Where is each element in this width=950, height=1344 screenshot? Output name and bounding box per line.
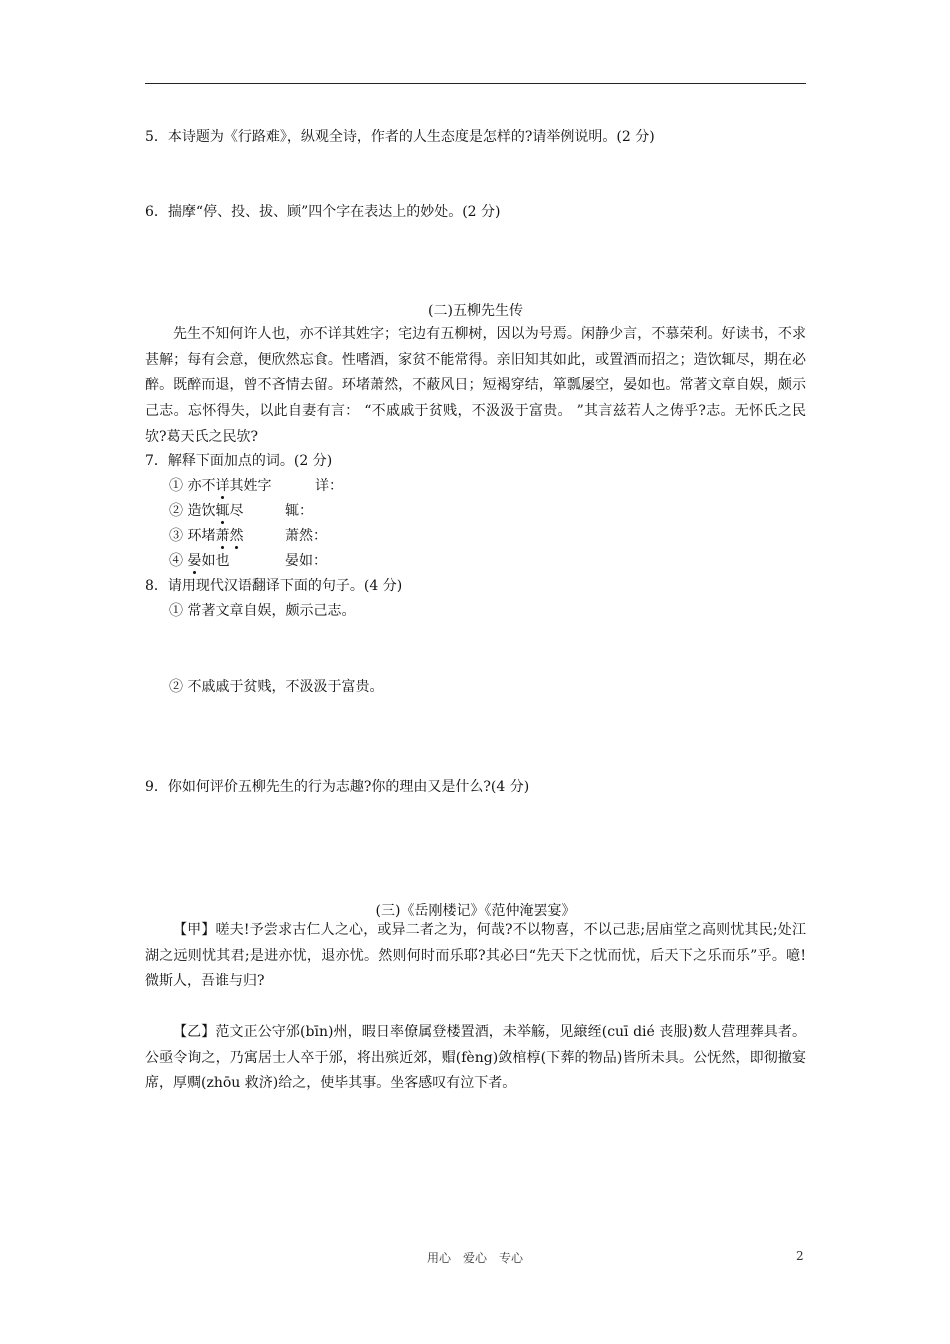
header-rule [145, 83, 806, 84]
question-7-item-3: ③ 环堵萧然 萧然： [169, 528, 327, 544]
question-7-item-4: ④ 晏如也 晏如： [169, 553, 327, 569]
dotted-word: 萧然 [215, 528, 244, 544]
footer-text: 用心 爱心 专心 [426, 1251, 523, 1265]
dotted-word: 晏 [187, 553, 202, 569]
gloss-label: 萧然： [285, 528, 327, 544]
question-8-sentence-2: ② 不戚戚于贫贱，不汲汲于富贵。 [169, 679, 384, 695]
question-5: 5．本诗题为《行路难》，纵观全诗，作者的人生态度是怎样的?请举例说明。(2 分) [145, 129, 655, 145]
question-6: 6．揣摩“停、投、拔、顾”四个字在表达上的妙处。(2 分) [145, 204, 501, 220]
dotted-word: 详 [215, 478, 230, 494]
gloss-label: 详： [315, 478, 343, 494]
dotted-word: 辄 [215, 503, 230, 519]
question-8-sentence-1: ① 常著文章自娱，颇示己志。 [169, 603, 356, 619]
gloss-label: 晏如： [285, 553, 327, 569]
question-7-stem: 7．解释下面加点的词。(2 分) [145, 453, 333, 469]
question-7-item-1: ① 亦不详其姓字 详： [169, 478, 343, 494]
question-8-stem: 8．请用现代汉语翻译下面的句子。(4 分) [145, 578, 403, 594]
question-7-item-2: ② 造饮辄尽 辄： [169, 503, 313, 519]
gloss-label: 辄： [285, 503, 313, 519]
section-2-passage: 先生不知何许人也，亦不详其姓字；宅边有五柳树，因以为号焉。闲静少言，不慕荣利。好读书，不求甚解；每有会意，便欣然忘食。性嗜酒，家贫不能常得。亲旧知其如此，或置酒而招之；造饮辄尽，期在必醉。既醉而退，曾不吝情去留。环堵萧然，不蔽风日；短褐穿结，箪瓢屡空，晏如也。常著文章自娱，颇示己志。忘怀得失，以此自妻有言： “不戚戚于贫贱，不汲汲于富贵。 ”其言兹若人之俦乎?志。无怀氏之民欤?葛天氏之民欤? [145, 326, 806, 445]
section-3-title: (三)《岳刚楼记》《范仲淹罢宴》 [375, 903, 576, 919]
section-3-passage-jia: 【甲】嗟夫!予尝求古仁人之心，或异二者之为，何哉?不以物喜，不以己悲;居庙堂之高则忧其民;处江湖之远则忧其君;是进亦忧，退亦忧。然则何时而乐耶?其必曰“先天下之忧而忧，后天下之乐而乐”乎。噫!微斯人，吾谁与归? [145, 922, 806, 990]
page-number: 2 [796, 1249, 804, 1263]
section-2-title: (二)五柳先生传 [428, 303, 523, 319]
section-3-passage-yi: 【乙】范文正公守邠(bīn)州，暇日率僚属登楼置酒，未举觞，见縗绖(cuī dié 丧服)数人营理葬具者。公亟令询之，乃寓居士人卒于邠，将出殡近郊，赗(fèng)敛棺椁(下葬的物品)皆所未具。公怃然，即彻撤宴席，厚赒(zhōu 救济)给之，使毕其事。坐客感叹有泣下者。 [145, 1024, 806, 1092]
question-9: 9．你如何评价五柳先生的行为志趣?你的理由又是什么?(4 分) [145, 779, 530, 795]
